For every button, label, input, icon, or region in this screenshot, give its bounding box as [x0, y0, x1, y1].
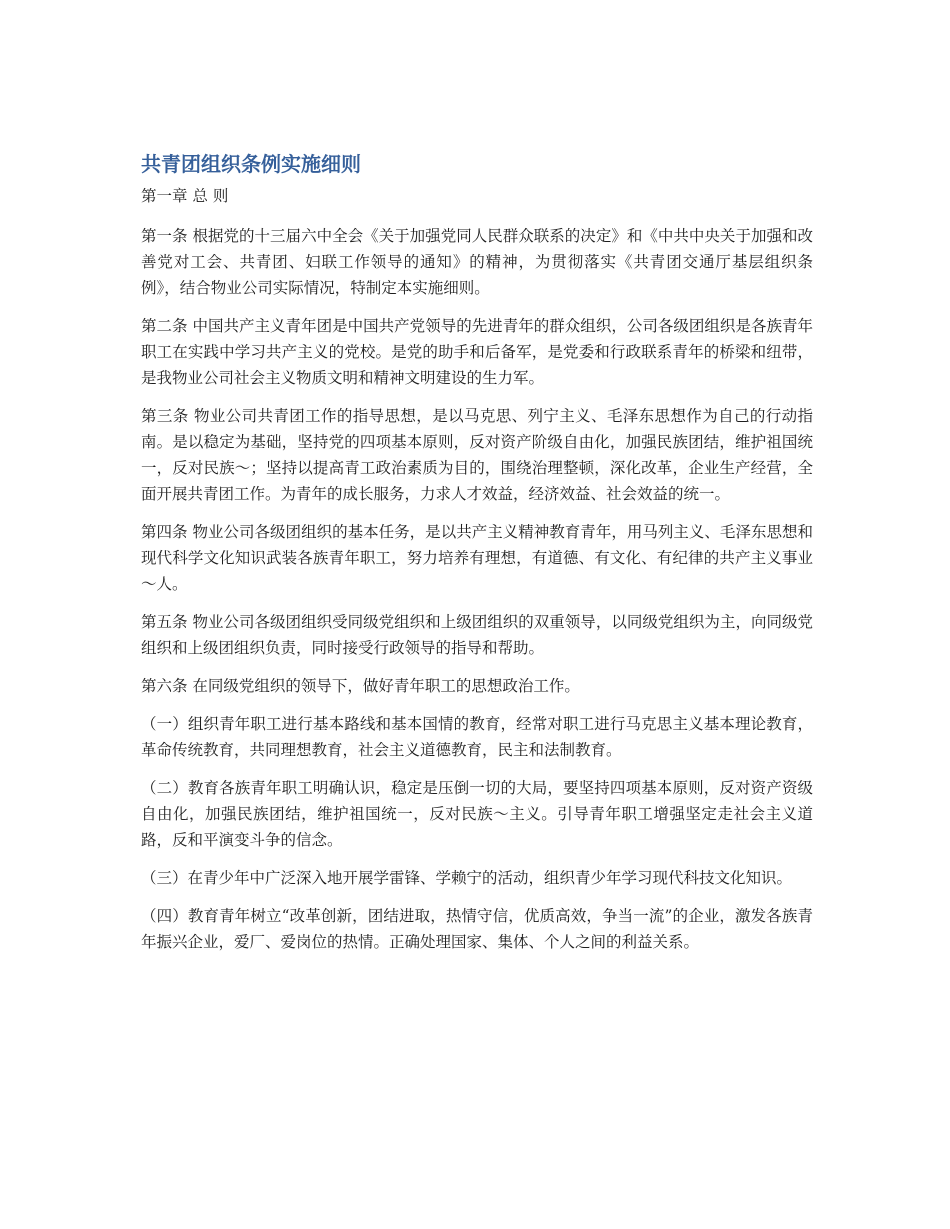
article-4: 第四条 物业公司各级团组织的基本任务，是以共产主义精神教育青年，用马列主义、毛泽东思想和现代科学文化知识武装各族青年职工，努力培养有理想，有道德、有文化、有纪律的共产主义事业～人。 [141, 523, 813, 593]
document-title: 共青团组织条例实施细则 [141, 152, 361, 176]
document-page [141, 148, 813, 967]
chapter-heading: 第一章 总 则 [141, 187, 229, 205]
article-5: 第五条 物业公司各级团组织受同级党组织和上级团组织的双重领导，以同级党组织为主，向同级党组织和上级团组织负责，同时接受行政领导的指导和帮助。 [141, 613, 813, 657]
article-6: 第六条 在同级党组织的领导下，做好青年职工的思想政治工作。 [141, 677, 580, 695]
article-6-item-2: （二）教育各族青年职工明确认识，稳定是压倒一切的大局，要坚持四项基本原则，反对资产资级自由化，加强民族团结，维护祖国统一，反对民族～主义。引导青年职工增强坚定走社会主义道路，反和平演变斗争的信念。 [141, 779, 813, 849]
article-2: 第二条 中国共产主义青年团是中国共产党领导的先进青年的群众组织，公司各级团组织是各族青年职工在实践中学习共产主义的党校。是党的助手和后备军，是党委和行政联系青年的桥梁和纽带，是我物业公司社会主义物质文明和精神文明建设的生力军。 [141, 317, 813, 387]
article-3: 第三条 物业公司共青团工作的指导思想，是以马克思、列宁主义、毛泽东思想作为自己的行动指南。是以稳定为基础，坚持党的四项基本原则，反对资产阶级自由化，加强民族团结，维护祖国统一，反对民族～；坚持以提高青工政治素质为目的，围绕治理整顿，深化改革，企业生产经营，全面开展共青团工作。为青年的成长服务，力求人才效益，经济效益、社会效益的统一。 [141, 407, 813, 503]
article-1: 第一条 根据党的十三届六中全会《关于加强党同人民群众联系的决定》和《中共中央关于加强和改善党对工会、共青团、妇联工作领导的通知》的精神，为贯彻落实《共青团交通厅基层组织条例》，结合物业公司实际情况，特制定本实施细则。 [141, 227, 813, 297]
article-6-item-4: （四）教育青年树立“改革创新，团结进取，热情守信，优质高效，争当一流”的企业，激发各族青年振兴企业，爱厂、爱岗位的热情。正确处理国家、集体、个人之间的利益关系。 [141, 907, 813, 951]
article-6-item-1: （一）组织青年职工进行基本路线和基本国情的教育，经常对职工进行马克思主义基本理论教育，革命传统教育，共同理想教育，社会主义道德教育，民主和法制教育。 [141, 715, 813, 759]
article-6-item-3: （三）在青少年中广泛深入地开展学雷锋、学赖宁的活动，组织青少年学习现代科技文化知识。 [141, 869, 793, 887]
